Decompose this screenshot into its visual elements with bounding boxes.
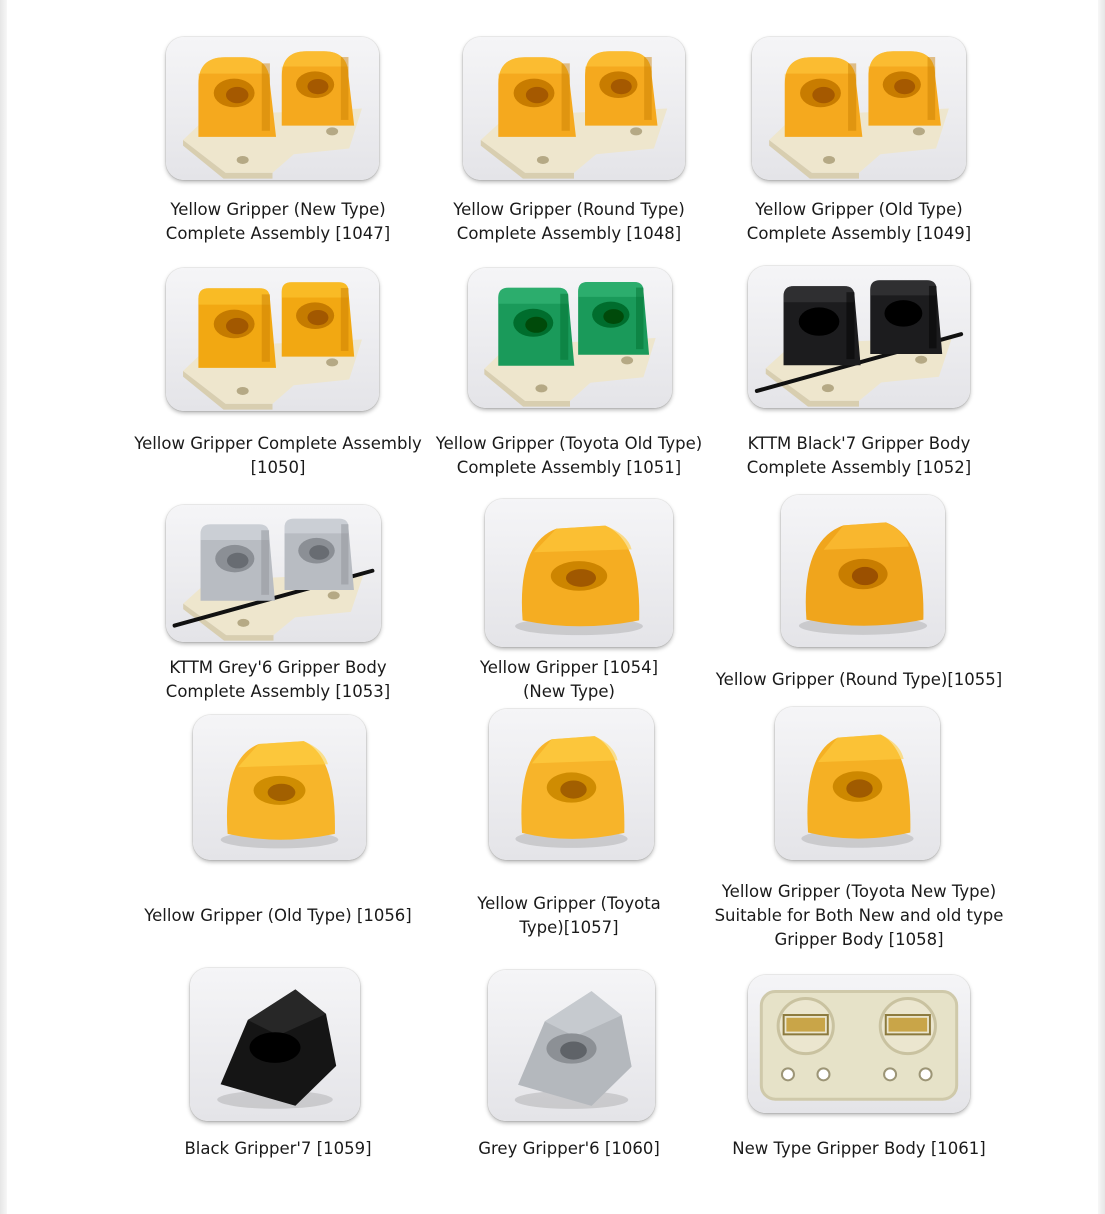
product-caption-line: Yellow Gripper (Old Type) [1056] — [144, 906, 412, 925]
product-photo — [485, 499, 673, 647]
product-caption-line: Complete Assembly [1051] — [456, 458, 682, 477]
product-photo — [190, 968, 360, 1121]
product-caption — [419, 892, 719, 940]
product-photo — [748, 975, 970, 1113]
product-caption-line: Yellow Gripper (Round Type)[1055] — [715, 670, 1003, 689]
product-caption-line: Complete Assembly [1048] — [456, 224, 682, 243]
product-caption-line: Gripper Body [1058] — [774, 930, 944, 949]
product-caption-line: Suitable for Both New and old type — [714, 906, 1004, 925]
product-photo — [463, 37, 685, 180]
product-photo — [781, 495, 945, 647]
page-edge-left — [0, 0, 7, 1214]
product-caption-line: Black Gripper'7 [1059] — [184, 1139, 372, 1158]
product-photo — [166, 505, 381, 642]
product-caption-line: Yellow Gripper (Toyota New Type) — [721, 882, 997, 901]
product-caption-line: Complete Assembly [1047] — [165, 224, 391, 243]
product-photo — [193, 715, 366, 860]
product-photo — [748, 266, 970, 408]
product-photo — [752, 37, 966, 180]
product-caption — [709, 198, 1009, 246]
product-caption — [128, 198, 428, 246]
product-caption-line: Complete Assembly [1049] — [746, 224, 972, 243]
product-caption — [128, 1137, 428, 1161]
product-caption-line: KTTM Black'7 Gripper Body — [747, 434, 971, 453]
product-caption — [709, 432, 1009, 480]
product-caption — [419, 198, 719, 246]
product-caption — [419, 656, 719, 704]
product-caption — [128, 904, 428, 928]
product-caption — [709, 668, 1009, 692]
product-photo — [468, 268, 672, 408]
product-caption — [709, 1137, 1009, 1161]
product-photo — [166, 268, 379, 411]
product-caption-line: Yellow Gripper (Round Type) — [453, 200, 685, 219]
product-caption — [709, 880, 1009, 952]
product-caption-line: Yellow Gripper (New Type) — [170, 200, 386, 219]
product-caption-line: Yellow Gripper Complete Assembly — [134, 434, 422, 453]
product-caption-line: Yellow Gripper [1054] — [479, 658, 659, 677]
product-photo — [488, 970, 655, 1121]
product-caption — [419, 1137, 719, 1161]
product-caption-line: New Type Gripper Body [1061] — [732, 1139, 986, 1158]
product-caption — [128, 432, 428, 480]
product-caption — [128, 656, 428, 704]
product-caption-line: Grey Gripper'6 [1060] — [478, 1139, 660, 1158]
page-edge-right — [1098, 0, 1105, 1214]
product-caption-line: Type)[1057] — [519, 918, 619, 937]
product-caption-line: Complete Assembly [1053] — [165, 682, 391, 701]
product-caption-line: Complete Assembly [1052] — [746, 458, 972, 477]
product-photo — [775, 707, 940, 860]
product-photo — [489, 709, 654, 860]
product-caption-line: Yellow Gripper (Toyota — [477, 894, 661, 913]
product-caption-line: (New Type) — [522, 682, 615, 701]
product-photo — [166, 37, 379, 180]
product-caption-line: Yellow Gripper (Old Type) — [755, 200, 963, 219]
product-caption-line: [1050] — [250, 458, 306, 477]
product-caption — [419, 432, 719, 480]
product-caption-line: KTTM Grey'6 Gripper Body — [169, 658, 387, 677]
product-caption-line: Yellow Gripper (Toyota Old Type) — [435, 434, 703, 453]
